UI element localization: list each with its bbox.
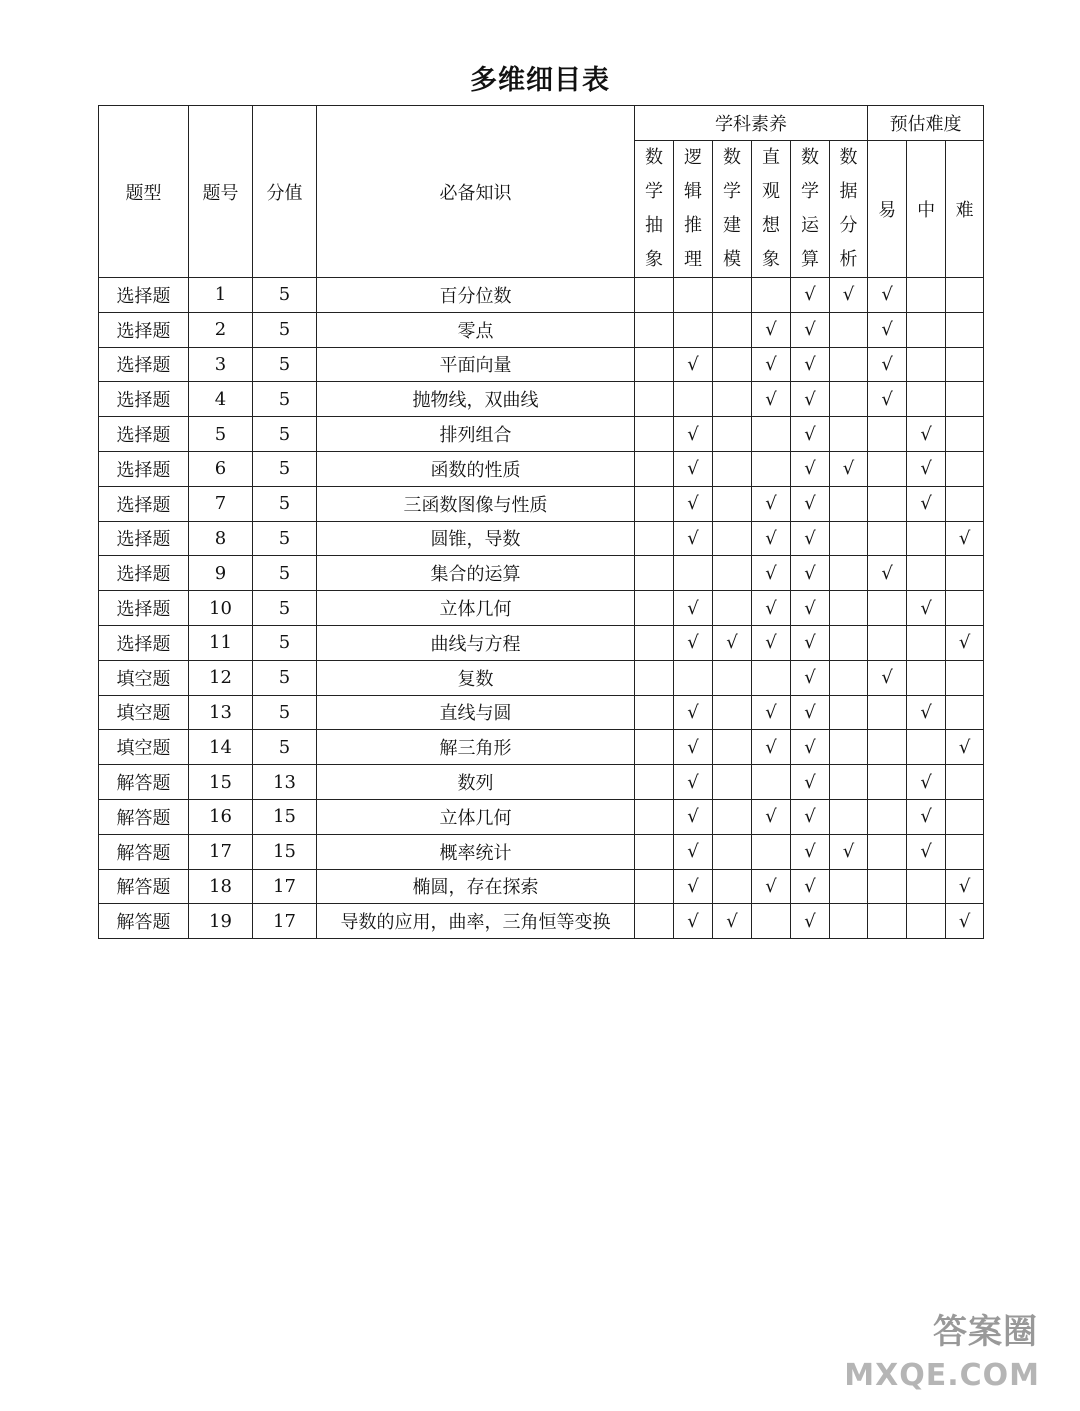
literacy-check-cell (713, 660, 752, 695)
literacy-check-cell (635, 417, 674, 452)
difficulty-check-cell: √ (868, 312, 907, 347)
header-literacy: 直观想象 (752, 141, 791, 278)
literacy-check-cell: √ (674, 799, 713, 834)
cell-score: 5 (253, 417, 317, 452)
cell-score: 15 (253, 799, 317, 834)
literacy-check-cell: √ (791, 730, 830, 765)
table-row (99, 417, 984, 452)
difficulty-check-cell (946, 486, 984, 521)
difficulty-check-cell (907, 660, 946, 695)
table-row (99, 382, 984, 417)
cell-score: 5 (253, 521, 317, 556)
cell-knowledge: 零点 (317, 312, 635, 347)
table-row (99, 312, 984, 347)
difficulty-check-cell (946, 765, 984, 800)
cell-knowledge: 复数 (317, 660, 635, 695)
cell-type: 填空题 (99, 695, 189, 730)
cell-score: 5 (253, 382, 317, 417)
cell-score: 5 (253, 730, 317, 765)
cell-knowledge: 排列组合 (317, 417, 635, 452)
cell-knowledge: 解三角形 (317, 730, 635, 765)
literacy-check-cell: √ (752, 591, 791, 626)
difficulty-check-cell (907, 904, 946, 939)
literacy-check-cell (635, 382, 674, 417)
literacy-check-cell (635, 904, 674, 939)
literacy-check-cell (635, 765, 674, 800)
literacy-check-cell (830, 312, 868, 347)
literacy-check-cell (635, 347, 674, 382)
cell-knowledge: 函数的性质 (317, 451, 635, 486)
difficulty-check-cell: √ (868, 382, 907, 417)
cell-knowledge: 圆锥，导数 (317, 521, 635, 556)
literacy-check-cell (674, 660, 713, 695)
cell-type: 填空题 (99, 660, 189, 695)
literacy-check-cell: √ (752, 486, 791, 521)
literacy-check-cell: √ (674, 765, 713, 800)
cell-type: 解答题 (99, 869, 189, 904)
cell-type: 选择题 (99, 451, 189, 486)
literacy-check-cell (674, 312, 713, 347)
cell-score: 13 (253, 765, 317, 800)
difficulty-check-cell (907, 347, 946, 382)
cell-score: 5 (253, 556, 317, 591)
difficulty-check-cell: √ (907, 591, 946, 626)
literacy-check-cell: √ (674, 695, 713, 730)
literacy-check-cell (713, 382, 752, 417)
cell-number: 9 (189, 556, 253, 591)
literacy-check-cell (713, 730, 752, 765)
cell-score: 5 (253, 660, 317, 695)
table-row (99, 695, 984, 730)
table-row (99, 451, 984, 486)
header-literacy: 逻辑推理 (674, 141, 713, 278)
difficulty-check-cell: √ (907, 765, 946, 800)
difficulty-check-cell (946, 347, 984, 382)
difficulty-check-cell (946, 799, 984, 834)
literacy-check-cell (830, 765, 868, 800)
cell-type: 选择题 (99, 625, 189, 660)
difficulty-check-cell (946, 695, 984, 730)
cell-score: 5 (253, 347, 317, 382)
literacy-check-cell (635, 591, 674, 626)
header-literacy: 数学建模 (713, 141, 752, 278)
literacy-check-cell: √ (791, 417, 830, 452)
difficulty-check-cell (868, 521, 907, 556)
cell-score: 5 (253, 695, 317, 730)
cell-number: 5 (189, 417, 253, 452)
difficulty-check-cell (946, 278, 984, 313)
difficulty-check-cell (868, 869, 907, 904)
cell-number: 18 (189, 869, 253, 904)
literacy-check-cell: √ (791, 451, 830, 486)
header-literacy: 数据分析 (830, 141, 868, 278)
cell-knowledge: 集合的运算 (317, 556, 635, 591)
table-row (99, 730, 984, 765)
literacy-check-cell: √ (674, 625, 713, 660)
literacy-check-cell (713, 451, 752, 486)
table-row (99, 625, 984, 660)
literacy-check-cell: √ (791, 347, 830, 382)
literacy-check-cell: √ (674, 904, 713, 939)
table-row (99, 834, 984, 869)
literacy-check-cell: √ (791, 312, 830, 347)
table-row (99, 486, 984, 521)
literacy-check-cell (635, 486, 674, 521)
literacy-check-cell: √ (752, 730, 791, 765)
literacy-check-cell (830, 730, 868, 765)
cell-type: 选择题 (99, 591, 189, 626)
difficulty-check-cell (868, 451, 907, 486)
literacy-check-cell (752, 278, 791, 313)
literacy-check-cell: √ (791, 869, 830, 904)
difficulty-check-cell (868, 730, 907, 765)
difficulty-check-cell (946, 312, 984, 347)
literacy-check-cell: √ (752, 695, 791, 730)
literacy-check-cell: √ (674, 521, 713, 556)
header-literacy-group: 学科素养 (635, 106, 868, 141)
difficulty-check-cell (868, 765, 907, 800)
table-row (99, 660, 984, 695)
literacy-check-cell (713, 591, 752, 626)
difficulty-check-cell: √ (907, 799, 946, 834)
literacy-check-cell: √ (791, 486, 830, 521)
cell-score: 5 (253, 278, 317, 313)
literacy-check-cell (752, 660, 791, 695)
cell-type: 选择题 (99, 382, 189, 417)
difficulty-check-cell: √ (907, 417, 946, 452)
difficulty-check-cell (946, 660, 984, 695)
literacy-check-cell (713, 486, 752, 521)
cell-score: 5 (253, 451, 317, 486)
cell-knowledge: 直线与圆 (317, 695, 635, 730)
header-difficulty: 难 (946, 141, 984, 278)
cell-type: 选择题 (99, 312, 189, 347)
cell-score: 5 (253, 486, 317, 521)
literacy-check-cell (830, 625, 868, 660)
literacy-check-cell (635, 556, 674, 591)
cell-type: 选择题 (99, 347, 189, 382)
cell-type: 解答题 (99, 904, 189, 939)
cell-type: 选择题 (99, 417, 189, 452)
cell-number: 7 (189, 486, 253, 521)
literacy-check-cell: √ (752, 521, 791, 556)
literacy-check-cell: √ (674, 834, 713, 869)
cell-number: 11 (189, 625, 253, 660)
literacy-check-cell (713, 278, 752, 313)
literacy-check-cell: √ (674, 591, 713, 626)
difficulty-check-cell (946, 417, 984, 452)
cell-type: 解答题 (99, 765, 189, 800)
cell-score: 15 (253, 834, 317, 869)
header-score: 分值 (253, 106, 317, 278)
header-difficulty: 中 (907, 141, 946, 278)
table-row (99, 278, 984, 313)
cell-number: 10 (189, 591, 253, 626)
literacy-check-cell (635, 625, 674, 660)
header-knowledge: 必备知识 (317, 106, 635, 278)
watermark-url: MXQE.COM (844, 1358, 1040, 1393)
literacy-check-cell: √ (674, 486, 713, 521)
literacy-check-cell (830, 347, 868, 382)
difficulty-check-cell: √ (868, 347, 907, 382)
cell-type: 填空题 (99, 730, 189, 765)
difficulty-check-cell (946, 591, 984, 626)
table-row (99, 765, 984, 800)
cell-knowledge: 立体几何 (317, 591, 635, 626)
header-number: 题号 (189, 106, 253, 278)
header-type: 题型 (99, 106, 189, 278)
difficulty-check-cell (868, 417, 907, 452)
literacy-check-cell: √ (674, 869, 713, 904)
difficulty-check-cell: √ (907, 486, 946, 521)
cell-knowledge: 抛物线，双曲线 (317, 382, 635, 417)
literacy-check-cell (635, 730, 674, 765)
literacy-check-cell: √ (752, 347, 791, 382)
difficulty-check-cell (907, 730, 946, 765)
literacy-check-cell (713, 312, 752, 347)
literacy-check-cell: √ (752, 869, 791, 904)
cell-number: 19 (189, 904, 253, 939)
literacy-check-cell: √ (791, 765, 830, 800)
difficulty-check-cell: √ (946, 730, 984, 765)
cell-number: 16 (189, 799, 253, 834)
literacy-check-cell (830, 417, 868, 452)
difficulty-check-cell (868, 834, 907, 869)
literacy-check-cell (713, 869, 752, 904)
difficulty-check-cell (907, 556, 946, 591)
watermark-logo: 答案圈 (933, 1312, 1038, 1352)
table-row (99, 799, 984, 834)
difficulty-check-cell (907, 625, 946, 660)
literacy-check-cell: √ (830, 451, 868, 486)
difficulty-check-cell: √ (907, 451, 946, 486)
literacy-check-cell: √ (752, 799, 791, 834)
difficulty-check-cell (907, 521, 946, 556)
difficulty-check-cell (907, 869, 946, 904)
literacy-check-cell (752, 417, 791, 452)
table-row (99, 521, 984, 556)
cell-type: 选择题 (99, 521, 189, 556)
page-title: 多维细目表 (470, 65, 610, 96)
literacy-check-cell (635, 695, 674, 730)
literacy-check-cell: √ (752, 382, 791, 417)
header-difficulty-group: 预估难度 (868, 106, 984, 141)
literacy-check-cell (752, 451, 791, 486)
literacy-check-cell (635, 869, 674, 904)
table-row (99, 591, 984, 626)
literacy-check-cell (635, 278, 674, 313)
literacy-check-cell: √ (791, 556, 830, 591)
cell-number: 2 (189, 312, 253, 347)
difficulty-check-cell: √ (946, 521, 984, 556)
literacy-check-cell (752, 834, 791, 869)
specification-table (98, 105, 984, 939)
difficulty-check-cell (868, 486, 907, 521)
literacy-check-cell (830, 556, 868, 591)
cell-knowledge: 概率统计 (317, 834, 635, 869)
literacy-check-cell: √ (791, 382, 830, 417)
difficulty-check-cell (946, 382, 984, 417)
cell-score: 5 (253, 312, 317, 347)
difficulty-check-cell (907, 278, 946, 313)
literacy-check-cell: √ (752, 312, 791, 347)
literacy-check-cell: √ (791, 625, 830, 660)
cell-number: 14 (189, 730, 253, 765)
table-row (99, 347, 984, 382)
cell-score: 17 (253, 904, 317, 939)
cell-score: 17 (253, 869, 317, 904)
literacy-check-cell (635, 660, 674, 695)
literacy-check-cell: √ (791, 834, 830, 869)
literacy-check-cell (713, 695, 752, 730)
literacy-check-cell: √ (674, 417, 713, 452)
literacy-check-cell (713, 799, 752, 834)
literacy-check-cell: √ (791, 660, 830, 695)
literacy-check-cell (635, 834, 674, 869)
difficulty-check-cell (868, 695, 907, 730)
cell-knowledge: 导数的应用，曲率，三角恒等变换 (317, 904, 635, 939)
literacy-check-cell: √ (791, 695, 830, 730)
difficulty-check-cell (907, 382, 946, 417)
literacy-check-cell: √ (674, 730, 713, 765)
literacy-check-cell: √ (791, 521, 830, 556)
literacy-check-cell: √ (752, 556, 791, 591)
difficulty-check-cell (868, 625, 907, 660)
literacy-check-cell (830, 799, 868, 834)
literacy-check-cell (830, 660, 868, 695)
cell-number: 13 (189, 695, 253, 730)
literacy-check-cell (635, 799, 674, 834)
table-row (99, 556, 984, 591)
literacy-check-cell: √ (791, 799, 830, 834)
difficulty-check-cell: √ (946, 869, 984, 904)
cell-knowledge: 立体几何 (317, 799, 635, 834)
header-literacy: 数学抽象 (635, 141, 674, 278)
cell-number: 8 (189, 521, 253, 556)
cell-knowledge: 椭圆，存在探索 (317, 869, 635, 904)
cell-number: 3 (189, 347, 253, 382)
literacy-check-cell (752, 765, 791, 800)
literacy-check-cell (830, 382, 868, 417)
difficulty-check-cell: √ (868, 278, 907, 313)
difficulty-check-cell (946, 556, 984, 591)
cell-type: 选择题 (99, 278, 189, 313)
difficulty-check-cell: √ (907, 695, 946, 730)
literacy-check-cell (635, 521, 674, 556)
literacy-check-cell (830, 695, 868, 730)
header-difficulty: 易 (868, 141, 907, 278)
difficulty-check-cell: √ (868, 660, 907, 695)
literacy-check-cell: √ (674, 347, 713, 382)
cell-knowledge: 曲线与方程 (317, 625, 635, 660)
difficulty-check-cell (946, 834, 984, 869)
literacy-check-cell (713, 834, 752, 869)
cell-type: 选择题 (99, 556, 189, 591)
literacy-check-cell (713, 347, 752, 382)
literacy-check-cell: √ (674, 451, 713, 486)
literacy-check-cell (674, 278, 713, 313)
literacy-check-cell: √ (830, 834, 868, 869)
literacy-check-cell: √ (791, 278, 830, 313)
cell-score: 5 (253, 625, 317, 660)
literacy-check-cell (713, 417, 752, 452)
literacy-check-cell: √ (791, 904, 830, 939)
literacy-check-cell (713, 521, 752, 556)
literacy-check-cell (830, 591, 868, 626)
cell-number: 17 (189, 834, 253, 869)
cell-knowledge: 百分位数 (317, 278, 635, 313)
cell-knowledge: 平面向量 (317, 347, 635, 382)
difficulty-check-cell: √ (946, 904, 984, 939)
difficulty-check-cell (907, 312, 946, 347)
literacy-check-cell: √ (830, 278, 868, 313)
cell-type: 解答题 (99, 834, 189, 869)
table-body (99, 278, 984, 939)
header-literacy: 数学运算 (791, 141, 830, 278)
literacy-check-cell (674, 382, 713, 417)
cell-type: 选择题 (99, 486, 189, 521)
cell-number: 1 (189, 278, 253, 313)
literacy-check-cell: √ (713, 625, 752, 660)
difficulty-check-cell: √ (907, 834, 946, 869)
difficulty-check-cell (868, 591, 907, 626)
literacy-check-cell (830, 521, 868, 556)
cell-score: 5 (253, 591, 317, 626)
literacy-check-cell (830, 904, 868, 939)
table-row (99, 869, 984, 904)
difficulty-check-cell (946, 451, 984, 486)
literacy-check-cell (635, 312, 674, 347)
literacy-check-cell (830, 869, 868, 904)
literacy-check-cell (830, 486, 868, 521)
cell-number: 6 (189, 451, 253, 486)
table-row (99, 904, 984, 939)
literacy-check-cell (752, 904, 791, 939)
literacy-check-cell: √ (713, 904, 752, 939)
literacy-check-cell (635, 451, 674, 486)
cell-number: 12 (189, 660, 253, 695)
literacy-check-cell (713, 556, 752, 591)
difficulty-check-cell: √ (946, 625, 984, 660)
literacy-check-cell: √ (791, 591, 830, 626)
literacy-check-cell: √ (752, 625, 791, 660)
difficulty-check-cell (868, 799, 907, 834)
cell-type: 解答题 (99, 799, 189, 834)
difficulty-check-cell (868, 904, 907, 939)
cell-knowledge: 数列 (317, 765, 635, 800)
literacy-check-cell (713, 765, 752, 800)
cell-knowledge: 三函数图像与性质 (317, 486, 635, 521)
cell-number: 4 (189, 382, 253, 417)
difficulty-check-cell: √ (868, 556, 907, 591)
literacy-check-cell (674, 556, 713, 591)
cell-number: 15 (189, 765, 253, 800)
